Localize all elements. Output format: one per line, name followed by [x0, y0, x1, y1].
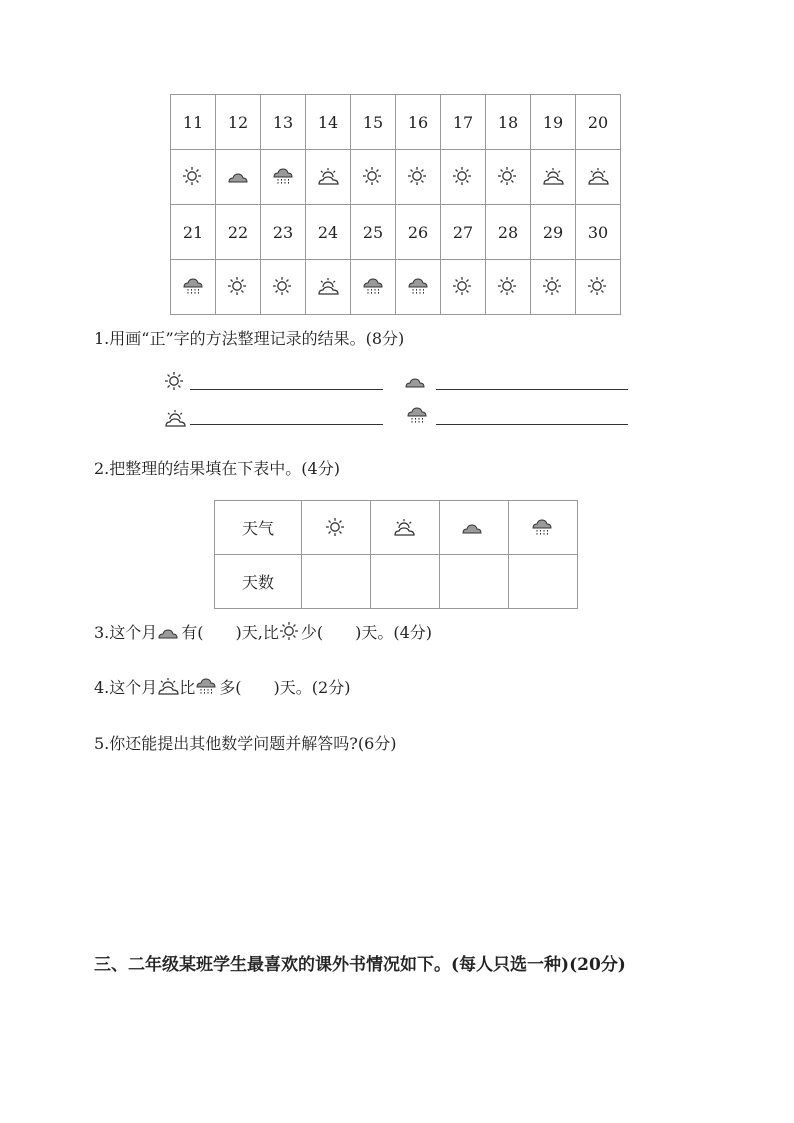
calendar-date-cell: 28: [486, 205, 531, 260]
calendar-date-cell: 29: [531, 205, 576, 260]
rainy-icon: [182, 276, 204, 298]
calendar-date-cell: 21: [171, 205, 216, 260]
calendar-date-cell: 20: [576, 95, 621, 150]
cloudy-tally-line[interactable]: [436, 389, 628, 390]
partly-cloudy-icon: [587, 166, 609, 188]
summary-weather-row: [215, 501, 578, 555]
sunny-tally-line[interactable]: [190, 389, 383, 390]
calendar-date-cell: 30: [576, 205, 621, 260]
sunny-icon: [272, 276, 294, 298]
calendar-date-cell: 12: [216, 95, 261, 150]
cloudy-icon: [157, 622, 181, 642]
sunny-icon: [497, 166, 519, 188]
calendar-date-cell: 18: [486, 95, 531, 150]
summary-table: [214, 500, 578, 609]
partly-cloudy-days-answer-cell[interactable]: [371, 555, 440, 609]
partly-cloudy-icon: [157, 676, 179, 698]
calendar-date-cell: 24: [306, 205, 351, 260]
calendar-date-cell: 22: [216, 205, 261, 260]
sunny-icon: [362, 166, 384, 188]
question-5: 5.你还能提出其他数学问题并解答吗?(6分): [94, 734, 397, 753]
cloudy-icon: [461, 517, 487, 539]
partly-cloudy-icon: [317, 276, 339, 298]
rainy-days-answer-cell[interactable]: [509, 555, 578, 609]
calendar-weather-row-2: [171, 260, 621, 315]
sunny-icon: [452, 276, 474, 298]
sunny-days-answer-cell[interactable]: [302, 555, 371, 609]
calendar-dates-row-1: [171, 95, 621, 150]
cloudy-icon: [227, 166, 249, 188]
sunny-icon: [407, 166, 429, 188]
sunny-icon: [452, 166, 474, 188]
sunny-icon: [182, 166, 204, 188]
sunny-icon: [587, 276, 609, 298]
calendar-date-cell: 23: [261, 205, 306, 260]
sunny-icon: [279, 621, 301, 643]
calendar-date-cell: 25: [351, 205, 396, 260]
partly-cloudy-icon: [164, 408, 188, 430]
question-3: 3.这个月 有( )天,比 少( )天。(4分): [94, 620, 432, 643]
question-2: 2.把整理的结果填在下表中。(4分): [94, 459, 340, 478]
days-label: 天数: [215, 555, 302, 609]
calendar-date-cell: 19: [531, 95, 576, 150]
rainy-icon: [406, 405, 430, 429]
rainy-icon: [195, 676, 219, 698]
sunny-icon: [325, 517, 347, 539]
partly-cloudy-icon: [393, 517, 417, 539]
sunny-icon: [542, 276, 564, 298]
calendar-date-cell: 16: [396, 95, 441, 150]
rainy-icon: [531, 517, 555, 539]
rainy-tally-line[interactable]: [436, 424, 628, 425]
calendar-date-cell: 14: [306, 95, 351, 150]
calendar-date-cell: 11: [171, 95, 216, 150]
calendar-date-cell: 13: [261, 95, 306, 150]
partly-cloudy-tally-line[interactable]: [190, 424, 383, 425]
question-4: 4.这个月 比 多( )天。(2分): [94, 675, 350, 698]
calendar-weather-row-1: [171, 150, 621, 205]
cloudy-days-answer-cell[interactable]: [440, 555, 509, 609]
rainy-icon: [362, 276, 384, 298]
weather-label: 天气: [215, 501, 302, 555]
weather-calendar-table: [170, 94, 621, 315]
summary-days-row: [215, 555, 578, 609]
calendar-date-cell: 26: [396, 205, 441, 260]
sunny-icon: [497, 276, 519, 298]
rainy-icon: [272, 166, 294, 188]
calendar-date-cell: 15: [351, 95, 396, 150]
sunny-icon: [227, 276, 249, 298]
cloudy-icon: [404, 371, 430, 393]
calendar-date-cell: 17: [441, 95, 486, 150]
calendar-date-cell: 27: [441, 205, 486, 260]
calendar-dates-row-2: [171, 205, 621, 260]
rainy-icon: [407, 276, 429, 298]
partly-cloudy-icon: [317, 166, 339, 188]
question-1: 1.用画“正”字的方法整理记录的结果。(8分): [94, 329, 405, 348]
sunny-icon: [164, 371, 186, 393]
section-3-heading: 三、二年级某班学生最喜欢的课外书情况如下。(每人只选一种)(20分): [94, 955, 626, 975]
partly-cloudy-icon: [542, 166, 564, 188]
